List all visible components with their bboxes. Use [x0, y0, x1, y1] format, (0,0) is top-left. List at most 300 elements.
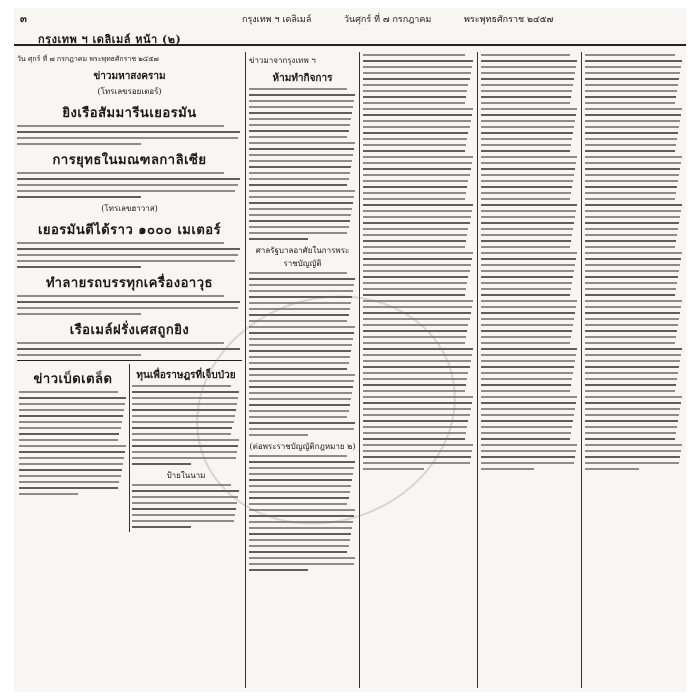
text-line [249, 563, 354, 565]
text-line [19, 475, 121, 477]
text-line [249, 362, 349, 364]
text-line [585, 306, 681, 308]
text-line [363, 330, 467, 332]
text-line [363, 114, 472, 116]
text-line [585, 204, 682, 206]
text-line [585, 72, 680, 74]
text-line [585, 324, 678, 326]
text-line [481, 312, 575, 314]
text-line [249, 118, 351, 120]
text-line [363, 192, 466, 194]
col2-top-text: ข่าวมาจากรุงเทพ ฯ [249, 56, 316, 65]
text-line [17, 131, 240, 133]
text-line [481, 102, 570, 104]
text-line [249, 461, 355, 463]
text-line [363, 450, 472, 452]
article-text-block [17, 125, 242, 145]
text-line [481, 420, 573, 422]
text-line [585, 336, 676, 338]
text-line [19, 457, 124, 459]
text-line [481, 426, 572, 428]
text-line [481, 246, 570, 248]
text-line [481, 138, 572, 140]
text-line [19, 487, 118, 489]
article-text-block [17, 172, 242, 198]
text-line [363, 132, 468, 134]
text-line [481, 90, 572, 92]
text-line [132, 445, 238, 447]
text-line [363, 432, 466, 434]
text-line [481, 330, 572, 332]
text-line [363, 156, 473, 158]
text-line [481, 54, 570, 56]
text-line [585, 390, 675, 392]
text-line [17, 254, 238, 256]
text-line [585, 438, 675, 440]
text-line [363, 126, 470, 128]
text-line [363, 342, 465, 344]
text-line [481, 174, 574, 176]
text-line [585, 318, 679, 320]
text-line [363, 150, 465, 152]
text-line [585, 360, 680, 362]
col3-articles [363, 54, 474, 470]
text-line [249, 100, 354, 102]
text-line [481, 282, 572, 284]
article-text-block [17, 342, 242, 356]
text-line [481, 180, 573, 182]
text-line [132, 463, 191, 465]
text-line [249, 326, 355, 328]
text-line [481, 390, 570, 392]
text-line [132, 391, 239, 393]
text-line [585, 420, 678, 422]
text-line [363, 312, 471, 314]
text-line [585, 216, 680, 218]
text-line [249, 238, 308, 240]
article-heading: การยุทธในมณฑลกาลิเซีย [52, 153, 207, 168]
text-line [585, 246, 675, 248]
text-line [481, 384, 571, 386]
column-5 [582, 52, 686, 688]
text-line [585, 120, 680, 122]
text-line [132, 439, 239, 441]
text-line [481, 300, 577, 302]
col5-articles [585, 54, 683, 470]
text-line [132, 421, 234, 423]
text-line [19, 421, 122, 423]
text-line [363, 138, 467, 140]
text-line [19, 391, 118, 393]
text-line [481, 396, 577, 398]
text-line [249, 302, 351, 304]
text-line [249, 272, 347, 274]
text-line [363, 108, 473, 110]
text-line [249, 485, 351, 487]
text-line [249, 232, 347, 234]
text-line [585, 102, 675, 104]
text-line [585, 234, 677, 236]
text-line [481, 144, 571, 146]
text-line [363, 414, 470, 416]
text-line [249, 398, 351, 400]
text-line [132, 457, 236, 459]
text-line [249, 467, 354, 469]
text-line [249, 296, 352, 298]
text-line [585, 126, 679, 128]
text-line [132, 502, 237, 504]
text-line [249, 551, 347, 553]
text-line [585, 96, 676, 98]
text-line [132, 520, 234, 522]
text-line [249, 434, 308, 436]
text-line [481, 462, 574, 464]
text-line [363, 468, 424, 470]
text-line [363, 120, 471, 122]
text-line [19, 463, 123, 465]
text-line [249, 202, 353, 204]
text-line [132, 427, 232, 429]
text-line [249, 479, 352, 481]
text-line [585, 396, 682, 398]
text-line [481, 372, 573, 374]
article-heading: ศาลรัฐบาลอาศัยในการพระราชบัญญัติ [255, 246, 350, 268]
text-line [249, 473, 353, 475]
text-line [249, 130, 349, 132]
text-line [249, 214, 351, 216]
text-line [363, 348, 473, 350]
text-line [481, 186, 572, 188]
text-line [17, 137, 238, 139]
text-line [249, 94, 355, 96]
text-line [363, 306, 472, 308]
text-line [585, 348, 682, 350]
text-line [481, 306, 576, 308]
text-line [249, 172, 350, 174]
text-line [17, 354, 141, 356]
text-line [19, 427, 121, 429]
text-line [249, 344, 352, 346]
text-line [585, 354, 681, 356]
text-line [17, 184, 238, 186]
text-line [585, 60, 682, 62]
article-text-block [19, 391, 127, 495]
text-line [481, 354, 576, 356]
text-line [585, 264, 680, 266]
text-line [363, 288, 466, 290]
text-line [249, 178, 349, 180]
text-line [363, 354, 472, 356]
text-line [363, 246, 465, 248]
text-line [363, 264, 471, 266]
text-line [585, 282, 677, 284]
text-line [249, 88, 347, 90]
text-line [249, 374, 355, 376]
text-line [585, 426, 677, 428]
text-line [585, 294, 675, 296]
text-line [585, 114, 681, 116]
text-line [481, 234, 572, 236]
text-line [585, 450, 681, 452]
text-line [19, 397, 126, 399]
text-line [585, 186, 677, 188]
text-line [585, 414, 679, 416]
paper-title: กรุงเทพ ฯ เดลิเมล์ หน้า (๒) [38, 33, 182, 46]
text-line [363, 258, 472, 260]
text-line [17, 348, 240, 350]
text-line [585, 444, 682, 446]
text-line [132, 403, 237, 405]
text-line [249, 154, 353, 156]
article-heading: เรือเมล์ฝรั่งเศสถูกยิง [69, 323, 190, 338]
text-line [249, 527, 352, 529]
text-line [481, 60, 577, 62]
text-line [132, 508, 236, 510]
text-line [481, 294, 570, 296]
text-line [19, 451, 125, 453]
text-line [249, 410, 349, 412]
text-line [249, 332, 354, 334]
text-line [363, 228, 468, 230]
text-line [481, 204, 577, 206]
text-line [17, 307, 238, 309]
text-line [249, 106, 353, 108]
text-line [481, 228, 573, 230]
text-line [132, 409, 236, 411]
text-line [363, 384, 466, 386]
issue-mid: กรุงเทพ ฯ เดลิเมล์ [242, 15, 312, 25]
text-line [585, 468, 639, 470]
text-line [481, 408, 575, 410]
text-line [132, 415, 235, 417]
text-line [585, 288, 676, 290]
text-line [249, 112, 352, 114]
text-line [363, 462, 470, 464]
text-line [17, 190, 235, 192]
text-line [585, 144, 676, 146]
text-line [17, 172, 224, 174]
divider [17, 360, 242, 361]
text-line [481, 270, 574, 272]
text-line [249, 208, 352, 210]
text-line [585, 276, 678, 278]
text-line [481, 342, 570, 344]
text-line [19, 409, 124, 411]
text-line [481, 378, 572, 380]
col1-headings [17, 69, 242, 356]
text-line [249, 539, 350, 541]
text-line [249, 557, 355, 559]
text-line [481, 264, 575, 266]
text-line [481, 324, 573, 326]
text-line [17, 196, 141, 198]
text-line [585, 180, 678, 182]
text-line [363, 324, 468, 326]
text-line [19, 415, 123, 417]
article-heading: ทุนเพื่อราษฎรที่เจ็บป่วย [136, 370, 236, 381]
column-1 [14, 52, 246, 688]
text-line [585, 462, 679, 464]
text-line [363, 420, 468, 422]
article-text-block [132, 484, 240, 528]
text-line [585, 378, 677, 380]
text-line [481, 444, 577, 446]
text-line [19, 445, 126, 447]
text-line [585, 174, 679, 176]
article-heading: ทำลายรถบรรทุกเครื่องอาวุธ [46, 276, 213, 291]
text-line [585, 54, 675, 56]
text-line [481, 198, 570, 200]
text-line [481, 450, 576, 452]
text-line [249, 284, 354, 286]
text-line [481, 258, 576, 260]
text-line [363, 360, 471, 362]
article-text-block [585, 54, 683, 470]
text-line [481, 114, 576, 116]
text-line [249, 497, 349, 499]
col2-articles [249, 71, 356, 571]
text-line [481, 240, 571, 242]
text-line [19, 433, 119, 435]
text-line [249, 148, 354, 150]
text-line [363, 456, 471, 458]
text-line [363, 96, 466, 98]
text-line [363, 294, 465, 296]
text-line [17, 266, 141, 268]
text-line [249, 428, 354, 430]
text-line [481, 216, 575, 218]
article-heading: ข่าวเบ็ดเตล็ด [33, 372, 113, 387]
text-line [249, 368, 347, 370]
text-line [132, 496, 238, 498]
text-line [17, 178, 240, 180]
text-line [249, 166, 351, 168]
text-line [249, 422, 355, 424]
text-line [363, 60, 473, 62]
text-line [132, 433, 231, 435]
text-line [249, 160, 352, 162]
text-line [132, 484, 231, 486]
text-line [363, 162, 472, 164]
text-line [363, 84, 468, 86]
text-line [363, 252, 473, 254]
text-line [585, 372, 678, 374]
text-line [481, 84, 573, 86]
text-line [585, 402, 681, 404]
text-line [19, 439, 118, 441]
text-line [363, 270, 470, 272]
article-text-block [249, 272, 356, 436]
text-line [585, 108, 682, 110]
text-line [585, 366, 679, 368]
text-line [363, 318, 470, 320]
text-line [249, 220, 350, 222]
text-line [481, 402, 576, 404]
text-line [585, 162, 681, 164]
text-line [363, 90, 467, 92]
text-line [363, 402, 472, 404]
article-text-block [17, 242, 242, 268]
text-line [481, 96, 571, 98]
text-line [19, 469, 122, 471]
text-line [249, 533, 351, 535]
text-line [363, 396, 473, 398]
text-line [249, 491, 350, 493]
text-line [481, 72, 575, 74]
text-line [132, 514, 235, 516]
text-line [249, 190, 355, 192]
text-line [17, 125, 224, 127]
masthead [14, 8, 686, 46]
text-line [249, 455, 347, 457]
text-line [481, 162, 576, 164]
text-line [585, 408, 680, 410]
text-line [481, 366, 574, 368]
newspaper-page [14, 8, 686, 692]
text-line [363, 408, 471, 410]
text-line [481, 150, 570, 152]
text-line [481, 78, 574, 80]
text-line [249, 314, 349, 316]
text-line [481, 120, 575, 122]
text-line [481, 192, 571, 194]
text-line [481, 336, 571, 338]
text-line [363, 54, 465, 56]
article-heading: (โทรเลขฮาวาส) [101, 204, 158, 213]
text-line [585, 138, 677, 140]
text-line [585, 198, 675, 200]
article-text-block [17, 295, 242, 315]
text-line [585, 66, 681, 68]
article-text-block [363, 54, 474, 470]
col1-lower [17, 364, 242, 532]
text-line [249, 515, 354, 517]
text-line [363, 168, 471, 170]
text-line [585, 432, 676, 434]
text-line [19, 403, 125, 405]
text-line [481, 276, 573, 278]
text-line [481, 468, 534, 470]
text-line [363, 378, 467, 380]
text-line [19, 481, 119, 483]
text-line [363, 444, 473, 446]
text-line [249, 356, 350, 358]
text-line [363, 300, 473, 302]
text-line [585, 270, 679, 272]
text-line [481, 168, 575, 170]
text-line [249, 392, 352, 394]
text-line [481, 432, 571, 434]
text-line [363, 72, 471, 74]
text-line [249, 521, 353, 523]
article-heading: (โทรเลขรอยเตอร์) [97, 87, 162, 96]
text-line [585, 156, 682, 158]
text-line [481, 156, 577, 158]
text-line [363, 198, 465, 200]
text-line [363, 336, 466, 338]
text-line [585, 384, 676, 386]
text-line [363, 180, 468, 182]
text-line [17, 313, 141, 315]
text-line [249, 196, 354, 198]
article-text-block [132, 385, 240, 465]
text-line [585, 78, 679, 80]
text-line [585, 300, 682, 302]
text-line [249, 503, 347, 505]
text-line [363, 234, 467, 236]
text-line [17, 301, 240, 303]
column-4 [478, 52, 582, 688]
